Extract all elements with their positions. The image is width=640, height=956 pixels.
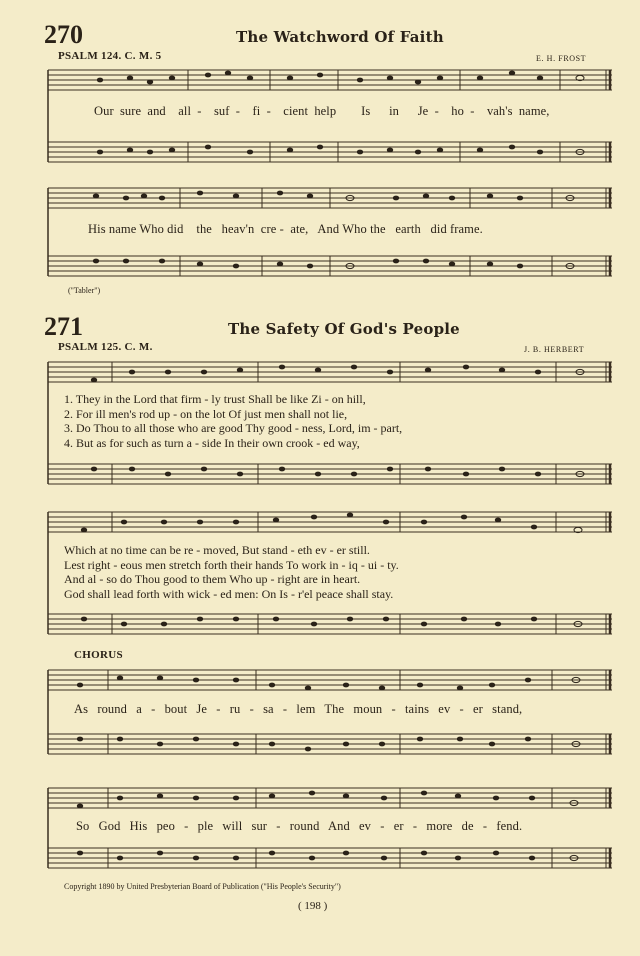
chorus-line: So God His peo - ple will sur - round And ev - er - more de - fend. <box>76 819 523 833</box>
verse-line: Lest right - eous men stretch forth their hands To work in - iq - ui - ty. <box>64 557 399 572</box>
hymn-title: The Safety Of God's People <box>228 320 460 338</box>
chorus-line: As round a - bout Je - ru - sa - lem The moun - tains ev - er stand, <box>74 702 523 716</box>
verses-block-b <box>64 543 399 601</box>
hymn-title: The Watchword Of Faith <box>236 28 444 46</box>
verse-line: 2. For ill men's rod up - on the lot Of just men shall not lie, <box>64 406 348 421</box>
chorus-label: CHORUS <box>74 649 123 661</box>
page-number: ( 198 ) <box>298 900 328 912</box>
lyrics-line: His name Who did the heav'n cre - ate, And Who the earth did frame. <box>88 222 483 236</box>
verse-line: 3. Do Thou to all those who are good Thy good - ness, Lord, im - part, <box>64 421 403 435</box>
copyright-notice: Copyright 1890 by United Presbyterian Board of Publication ("His People's Security") <box>64 882 341 891</box>
psalm-meter: PSALM 124. C. M. 5 <box>58 50 162 62</box>
tune-name: ("Tabler") <box>68 286 101 295</box>
verse-line: Which at no time can be re - moved, But stand - eth ev - er still. <box>64 543 370 557</box>
verse-line: God shall lead forth with wick - ed men: On Is - r'el peace shall stay. <box>64 586 394 601</box>
verse-line: And al - so do Thou good to them Who up - right are in heart. <box>64 572 361 586</box>
psalm-meter: PSALM 125. C. M. <box>58 341 153 353</box>
composer: J. B. HERBERT <box>524 345 585 354</box>
verse-line: 4. But as for such as turn a - side In their own crook - ed way, <box>64 435 360 450</box>
verse-line: 1. They in the Lord that firm - ly trust Shall be like Zi - on hill, <box>64 392 366 406</box>
hymn-number: 270 <box>44 20 83 49</box>
verses-block-a <box>64 392 402 450</box>
composer: E. H. FROST <box>536 54 587 63</box>
lyrics-line: Our sure and all - suf - fi - cient help Is in Je - ho - vah's name, <box>94 104 550 118</box>
hymn-number: 271 <box>44 312 83 341</box>
